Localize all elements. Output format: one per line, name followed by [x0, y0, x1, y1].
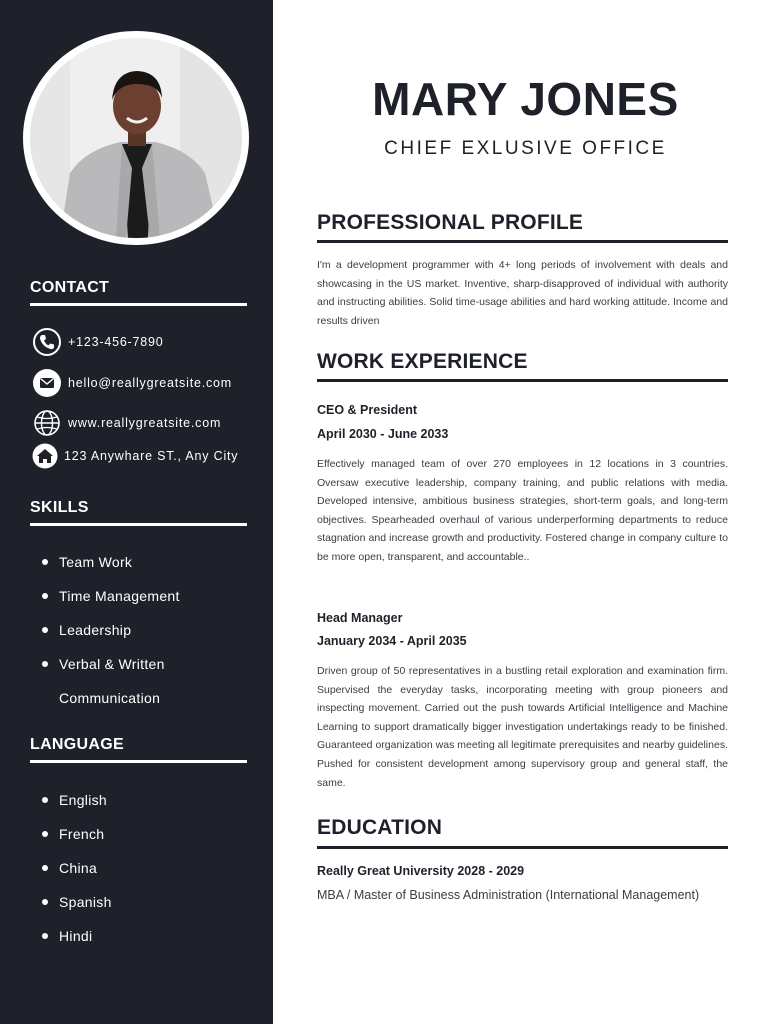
- skills-heading: SKILLS: [30, 499, 89, 516]
- profile-heading: PROFESSIONAL PROFILE: [317, 211, 584, 234]
- skills-divider: [30, 523, 247, 526]
- language-item: Spanish: [42, 885, 112, 919]
- contact-divider: [30, 303, 247, 306]
- contact-website-text[interactable]: www.reallygreatsite.com: [68, 416, 222, 430]
- person-title: CHIEF EXLUSIVE OFFICE: [384, 138, 667, 159]
- skill-item: Time Management: [42, 579, 180, 613]
- phone-icon: [32, 327, 62, 357]
- contact-email: [32, 368, 232, 398]
- skill-item: Leadership: [42, 613, 180, 647]
- profile-photo-illustration: [30, 38, 242, 238]
- profile-text: I'm a development programmer with 4+ long periods of involvement with deals and showcasing in the US market. Inventive, sharp-disapproved of individual with authority and instructing abilities. Solid time-usage abilities and hard working attitude. Income and results driven: [317, 259, 728, 327]
- language-divider: [30, 760, 247, 763]
- home-icon: [32, 441, 58, 471]
- job-title: Head Manager: [317, 611, 403, 625]
- contact-website: [32, 408, 221, 438]
- language-list: [42, 783, 112, 953]
- work-heading: WORK EXPERIENCE: [317, 350, 528, 373]
- language-item: English: [42, 783, 112, 817]
- profile-divider: [317, 240, 728, 243]
- email-icon: [32, 368, 62, 398]
- job-description: Driven group of 50 representatives in a bustling retail exploration and examination firm. Supervised the everyday tasks, incorporating meeting with group pioneers and inspecting movement. Carried out the push towards Artificial Intelligence and Machine Learning to support dramatically bigger investigation undertakings ready to be finished. Guaranteed organization was meeting all legitimate prerequisites and nearby guidelines. Pushed for consistent development among supervisory group and general staff, the same.: [317, 665, 728, 789]
- job-dates: April 2030 - June 2033: [317, 427, 449, 441]
- language-heading: LANGUAGE: [30, 736, 124, 753]
- job-description: Effectively managed team of over 270 employees in 12 locations in 3 countries. Oversaw executive leadership, company training, and public relations with media. Developed intensive, ambitious business strategies, short-term goals, and long-term objectives. Spearheaded overhaul of various underperforming departments to reduce stagnation and increase growth and productivity. Fostered change in company culture to be more open, transparent, and accountable..: [317, 458, 728, 563]
- skills-list: [42, 545, 180, 715]
- contact-phone: [32, 327, 164, 357]
- profile-photo: [30, 38, 242, 238]
- language-item: French: [42, 817, 112, 851]
- skill-item: Team Work: [42, 545, 180, 579]
- contact-address: [32, 441, 238, 471]
- profile-photo-frame: [23, 31, 249, 245]
- contact-email-text[interactable]: hello@reallygreatsite.com: [68, 376, 232, 390]
- contact-address-text: 123 Anywhare ST., Any City: [64, 449, 239, 463]
- sidebar: [0, 0, 273, 1024]
- job-title: CEO & President: [317, 403, 418, 417]
- language-item: China: [42, 851, 112, 885]
- education-school: Really Great University 2028 - 2029: [317, 864, 525, 878]
- skill-item-continued: Communication: [59, 690, 161, 706]
- education-degree: MBA / Master of Business Administration (International Management): [317, 888, 700, 902]
- contact-phone-text[interactable]: +123-456-7890: [68, 335, 164, 349]
- contact-heading: CONTACT: [30, 279, 110, 296]
- education-heading: EDUCATION: [317, 816, 443, 839]
- person-name: MARY JONES: [372, 73, 679, 125]
- job-dates: January 2034 - April 2035: [317, 634, 467, 648]
- globe-icon: [32, 408, 62, 438]
- work-divider: [317, 379, 728, 382]
- skill-item: Verbal & Written: [42, 647, 180, 681]
- education-divider: [317, 846, 728, 849]
- language-item: Hindi: [42, 919, 112, 953]
